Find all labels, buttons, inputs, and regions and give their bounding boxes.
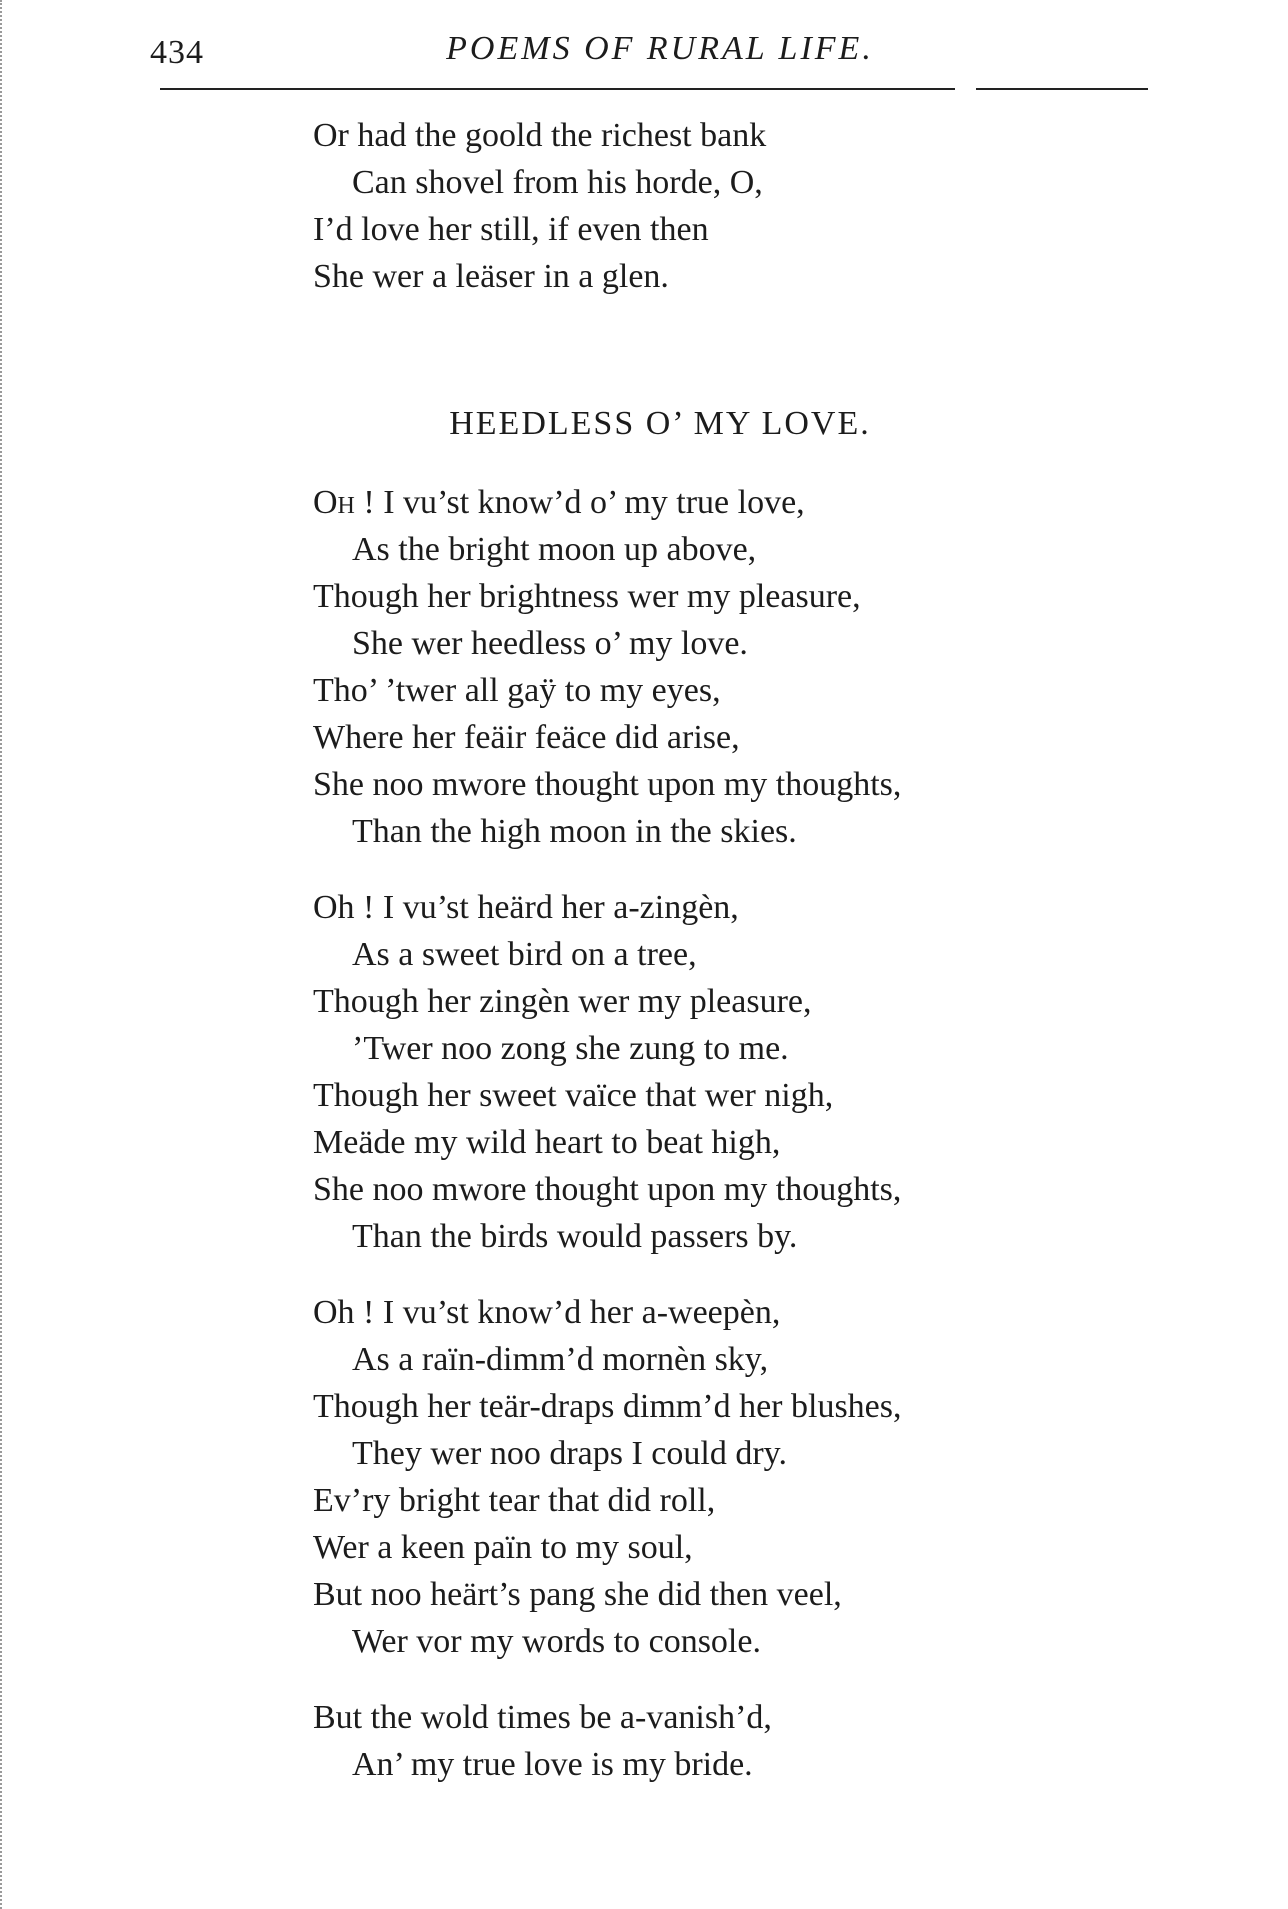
verse-line: Wer vor my words to console. [352, 1623, 761, 1660]
verse-line: Tho’ ’twer all gaÿ to my eyes, [313, 672, 721, 709]
verse-line: ’Twer noo zong she zung to me. [352, 1030, 789, 1067]
verse-line: They wer noo draps I could dry. [352, 1435, 787, 1472]
verse-line: Though her sweet vaïce that wer nigh, [313, 1077, 834, 1114]
verse-line: But noo heärt’s pang she did then veel, [313, 1576, 842, 1613]
verse-line: Though her brightness wer my pleasure, [313, 578, 861, 615]
running-title: POEMS OF RURAL LIFE. [446, 30, 874, 67]
verse-line: Than the birds would passers by. [352, 1218, 798, 1255]
page-edge [0, 0, 5, 1909]
verse-line: An’ my true love is my bride. [352, 1746, 753, 1783]
poem-title: HEEDLESS O’ MY LOVE. [449, 405, 871, 442]
initial-word: Oh [313, 484, 355, 521]
verse-line: But the wold times be a-vanish’d, [313, 1699, 772, 1736]
header-rule [160, 88, 955, 90]
verse-line: Oh ! I vu’st heärd her a-zingèn, [313, 889, 739, 926]
page-number: 434 [150, 34, 204, 71]
verse-line: She noo mwore thought upon my thoughts, [313, 1171, 902, 1208]
verse-line: As the bright moon up above, [352, 531, 757, 568]
verse-line: Than the high moon in the skies. [352, 813, 797, 850]
verse-line: Wer a keen païn to my soul, [313, 1529, 693, 1566]
verse-line: She wer a leäser in a glen. [313, 258, 669, 295]
verse-line: Oh ! I vu’st know’d her a-weepèn, [313, 1294, 781, 1331]
first-line-rest: ! I vu’st know’d o’ my true love, [363, 484, 805, 521]
verse-line: Where her feäir feäce did arise, [313, 719, 740, 756]
verse-line-first [313, 483, 805, 523]
verse-line: As a raïn-dimm’d mornèn sky, [352, 1341, 769, 1378]
verse-line: I’d love her still, if even then [313, 211, 709, 248]
verse-line: She wer heedless o’ my love. [352, 625, 748, 662]
verse-line: Though her zingèn wer my pleasure, [313, 983, 812, 1020]
verse-line: Though her teär-draps dimm’d her blushes, [313, 1388, 902, 1425]
verse-line: Or had the goold the richest bank [313, 117, 767, 154]
verse-line: Meäde my wild heart to beat high, [313, 1124, 781, 1161]
verse-line: Ev’ry bright tear that did roll, [313, 1482, 716, 1519]
verse-line: She noo mwore thought upon my thoughts, [313, 766, 902, 803]
verse-line: As a sweet bird on a tree, [352, 936, 697, 973]
verse-line: Can shovel from his horde, O, [352, 164, 763, 201]
header-rule-end [976, 88, 1148, 90]
